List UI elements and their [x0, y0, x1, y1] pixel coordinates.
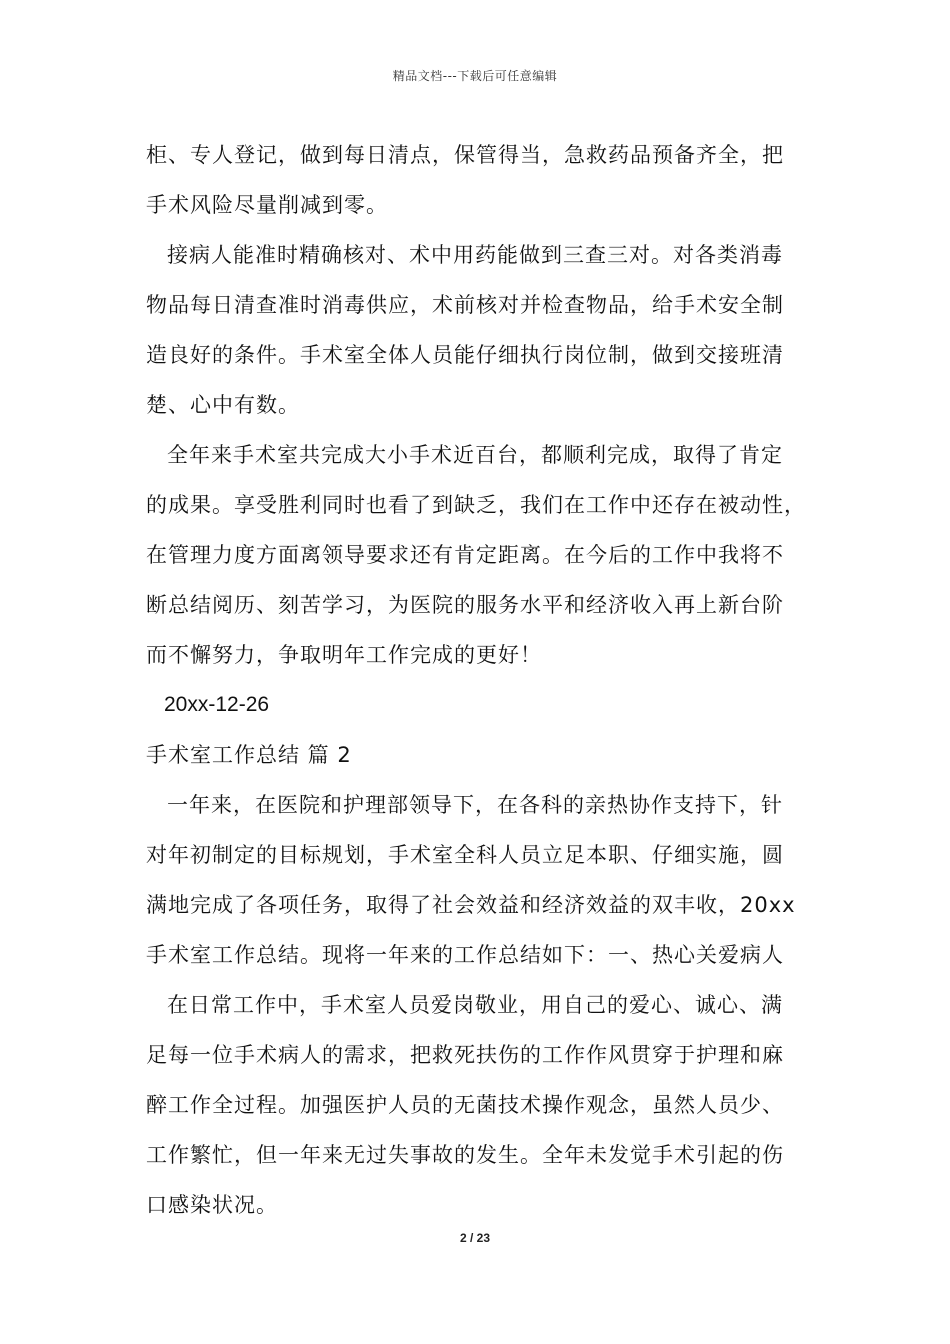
text-line: 醉工作全过程。加强医护人员的无菌技术操作观念，虽然人员少、 — [146, 1093, 784, 1117]
text-line: 手术室工作总结。现将一年来的工作总结如下：一、热心关爱病人 — [146, 943, 784, 967]
text-line: 口感染状况。 — [146, 1193, 278, 1217]
text-line: 楚、心中有数。 — [146, 393, 300, 417]
text-line: 全年来手术室共完成大小手术近百台，都顺利完成，取得了肯定 — [167, 443, 783, 467]
text-line: 工作繁忙，但一年来无过失事故的发生。全年未发觉手术引起的伤 — [146, 1143, 784, 1167]
text-line: 造良好的条件。手术室全体人员能仔细执行岗位制，做到交接班清 — [146, 343, 784, 367]
text-line: 断总结阅历、刻苦学习，为医院的服务水平和经济收入再上新台阶 — [146, 593, 784, 617]
text-line: 足每一位手术病人的需求，把救死扶伤的工作作风贯穿于护理和麻 — [146, 1043, 784, 1067]
text-line: 的成果。享受胜利同时也看了到缺乏，我们在工作中还存在被动性， — [146, 493, 806, 517]
text-line: 手术室工作总结 篇 2 — [146, 743, 352, 767]
text-line: 对年初制定的目标规划，手术室全科人员立足本职、仔细实施，圆 — [146, 843, 784, 867]
text-line: 手术风险尽量削减到零。 — [146, 193, 388, 217]
text-line: 物品每日清查准时消毒供应，术前核对并检查物品，给手术安全制 — [146, 293, 784, 317]
text-line: 满地完成了各项任务，取得了社会效益和经济效益的双丰收，20xx — [146, 893, 796, 917]
text-line: 柜、专人登记，做到每日清点，保管得当，急救药品预备齐全，把 — [146, 143, 784, 167]
document-body — [146, 130, 826, 1230]
page-header: 精品文档---下载后可任意编辑 — [392, 69, 558, 83]
text-line: 而不懈努力，争取明年工作完成的更好！ — [146, 643, 542, 667]
text-line: 一年来，在医院和护理部领导下，在各科的亲热协作支持下，针 — [167, 793, 783, 817]
text-line: 在管理力度方面离领导要求还有肯定距离。在今后的工作中我将不 — [146, 543, 784, 567]
text-line: 在日常工作中，手术室人员爱岗敬业，用自己的爱心、诚心、满 — [167, 993, 783, 1017]
text-line: 接病人能准时精确核对、术中用药能做到三查三对。对各类消毒 — [167, 243, 783, 267]
date-line: 20xx-12-26 — [164, 693, 270, 716]
page-number: 2 / 23 — [459, 1231, 491, 1245]
